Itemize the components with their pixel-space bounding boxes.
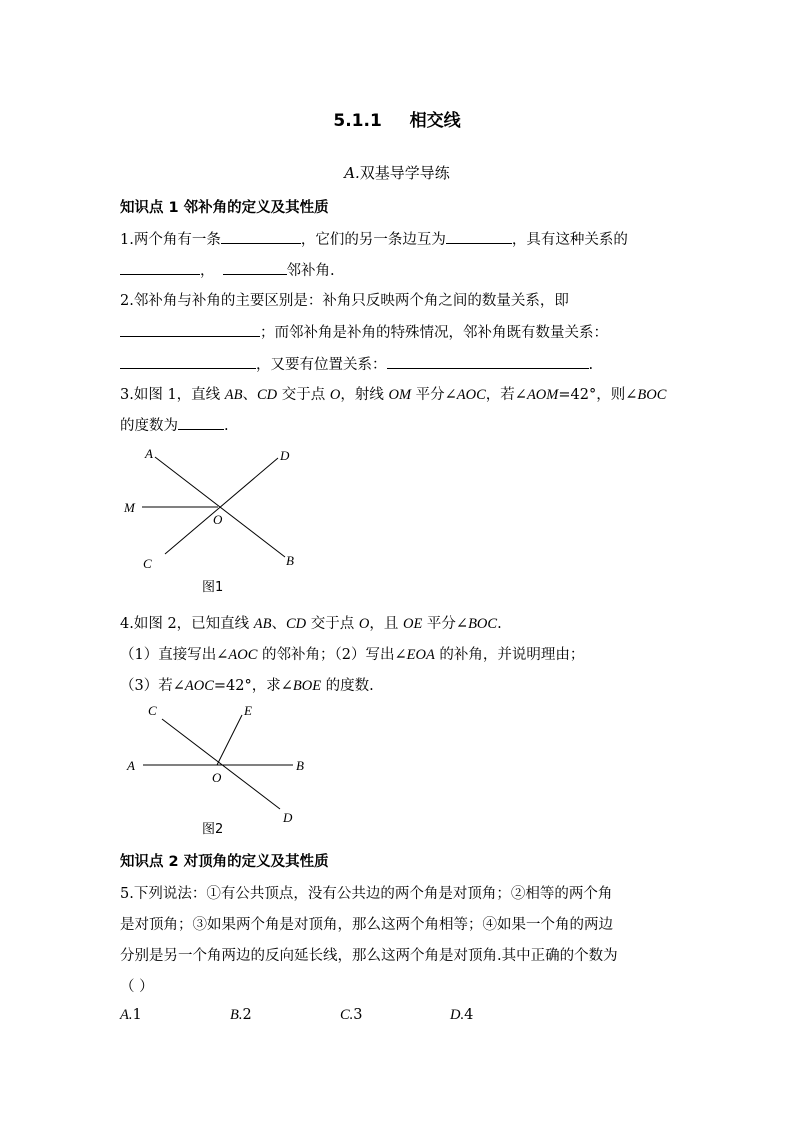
question-3-line-1 [120,383,666,404]
q3-var-ab: AB [224,387,243,403]
q4-var-boc: BOC [468,616,498,632]
q2-blank-3[interactable] [387,352,589,369]
option-c-letter: C. [340,1007,354,1023]
q1-blank-2[interactable] [446,227,512,244]
option-d-value: 4 [464,1007,474,1023]
option-b[interactable] [230,1007,252,1024]
question-1-line-2 [120,258,335,280]
fig1-label-a: A [145,446,153,461]
q1-text-e: 邻补角. [286,263,335,279]
q3-var-cd: CD [257,387,278,403]
fig1-line-cd [165,458,278,554]
q4-var-cd: CD [286,616,307,632]
question-5-line-1: 5.下列说法：①有公共顶点，没有公共边的两个角是对顶角；②相等的两个角 [120,886,613,902]
option-d-letter: D. [450,1007,465,1023]
q3-text: 平分∠ [411,387,457,403]
q2-text-line2: ；而邻补角是补角的特殊情况，邻补角既有数量关系： [260,325,608,341]
figure-2-caption: 图2 [202,822,224,837]
q3-text: 交于点 [277,387,330,403]
fig1-label-b: B [286,553,294,568]
q4-text: 的度数. [321,678,374,694]
fig2-line-cd [162,719,280,809]
title-text: 相交线 [409,111,461,131]
option-b-letter: B. [230,1007,243,1023]
question-2-line-1: 2.邻补角与补角的主要区别是：补角只反映两个角之间的数量关系，即 [120,293,569,309]
q4-text: =42°，求∠ [213,678,293,694]
q3-var-o: O [329,387,341,403]
q3-blank[interactable] [178,413,224,430]
question-2-line-2 [120,320,608,342]
option-a-value: 1 [132,1007,142,1023]
q3-text: 的度数为 [120,418,178,434]
option-a[interactable] [120,1007,142,1024]
q3-sep: 、 [242,387,257,403]
q1-text-a: 1.两个角有一条 [120,232,221,248]
q3-var-aoc: AOC [456,387,486,403]
fig2-label-c: C [148,703,157,718]
q3-text: ，若∠ [485,387,527,403]
q3-var-om: OM [388,387,412,403]
q3-var-aom: AOM [526,387,559,403]
title-number: 5.1.1 [333,111,382,131]
q2-text-line3a: ，又要有位置关系： [256,357,387,373]
figure-1-caption: 图1 [202,580,224,595]
page-title [0,106,794,131]
fig2-label-b: B [296,758,304,773]
fig1-label-o: O [213,512,223,527]
q4-text: ，且 [369,616,403,632]
q3-text: . [224,418,229,434]
q3-text: ，射线 [340,387,389,403]
question-1-line-1 [120,227,628,249]
q2-text-line3b: . [588,357,594,373]
q1-text-c: ，具有这种关系的 [511,232,628,248]
q4-var-oe: OE [402,616,423,632]
q4-text: 交于点 [306,616,359,632]
option-b-value: 2 [242,1007,252,1023]
q4-var-ab: AB [253,616,272,632]
subtitle [0,162,794,183]
figure-2 [110,698,320,826]
question-2-line-3 [120,352,593,374]
question-4-line-2 [120,643,584,664]
q4-text: . [497,616,502,632]
fig1-label-m: M [124,500,135,515]
option-c-value: 3 [353,1007,363,1023]
q2-blank-2[interactable] [120,352,256,369]
q3-text: 3.如图 1，直线 [120,387,225,403]
q1-blank-1[interactable] [221,227,301,244]
q1-text-b: ，它们的另一条边互为 [300,232,446,248]
option-d[interactable] [450,1007,473,1024]
section-2-heading: 知识点 2 对顶角的定义及其性质 [120,854,329,870]
fig2-label-a: A [127,758,135,773]
q4-text: 的邻补角；（2）写出∠ [257,647,407,663]
q4-var-boe: BOE [292,678,322,694]
section-1-heading: 知识点 1 邻补角的定义及其性质 [120,200,329,216]
question-5-line-2: 是对顶角；③如果两个角是对顶角，那么这两个角相等；④如果一个角的两边 [120,917,613,933]
question-5-line-3: 分别是另一个角两边的反向延长线，那么这两个角是对顶角.其中正确的个数为 [120,948,618,964]
q2-blank-1[interactable] [120,320,260,337]
q4-var-aoc: AOC [228,647,258,663]
q4-var-aoc: AOC [184,678,214,694]
figure-1 [110,440,310,580]
subtitle-letter: A. [344,164,360,182]
question-3-line-2 [120,413,229,435]
q4-text: （3）若∠ [120,678,185,694]
question-4-line-1 [120,612,502,633]
question-5-answer-paren[interactable]: （ ） [120,979,154,995]
fig1-label-d: D [280,448,290,463]
fig2-ray-oe [217,715,242,765]
q1-text-d: ， [200,263,215,279]
option-a-letter: A. [120,1007,133,1023]
fig2-label-o: O [212,770,222,785]
q3-var-boc: BOC [637,387,667,403]
q4-var-o: O [358,616,370,632]
option-c[interactable] [340,1007,363,1024]
fig2-label-e: E [244,703,252,718]
fig1-label-c: C [143,556,152,571]
q4-text: 平分∠ [422,616,469,632]
subtitle-text: 双基导学导练 [359,164,450,182]
q4-var-eoa: EOA [406,647,435,663]
fig2-label-d: D [283,810,293,825]
q1-blank-3[interactable] [120,258,200,275]
q4-text: （1）直接写出∠ [120,647,229,663]
q4-text: 4.如图 2，已知直线 [120,616,254,632]
q3-text: =42°，则∠ [558,387,638,403]
question-4-line-3 [120,674,374,695]
q4-text: 的补角，并说明理由； [434,647,585,663]
q1-blank-4[interactable] [223,258,287,275]
q4-sep: 、 [271,616,286,632]
